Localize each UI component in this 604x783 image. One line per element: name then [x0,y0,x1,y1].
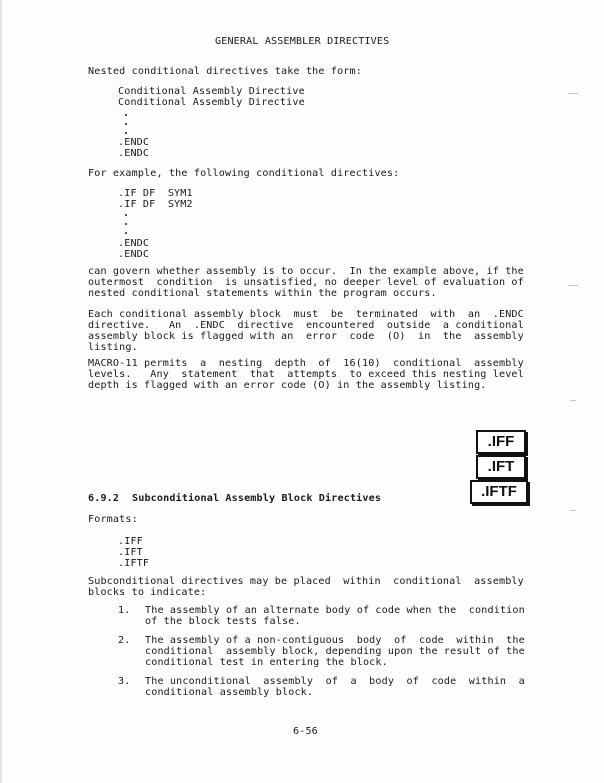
list-number: 3. [118,676,131,687]
iff-margin-tag: .IFF [476,430,526,454]
paragraph-line: levels. Any statement that attempts to exceed this nesting level [88,369,524,380]
paragraph-line: MACRO-11 permits a nesting depth of 16(10) conditional assembly [88,358,524,369]
paragraph-line: outermost condition is unsatisfied, no deeper level of evaluation of [88,277,524,288]
list-number: 2. [118,635,131,646]
example-intro: For example, the following conditional directives: [88,168,400,179]
list-item-line: conditional assembly block, depending upon the result of the [145,646,525,657]
iftf-margin-tag: .IFTF [470,480,528,504]
list-item-line: The assembly of an alternate body of code when the condition [145,605,525,616]
margin-mark [568,93,578,94]
margin-mark [570,510,576,511]
section-title: Subconditional Assembly Block Directives [132,493,382,504]
form-end-line: .ENDC [118,148,150,159]
list-item-line: conditional assembly block. [145,687,314,698]
example-end-line: .ENDC [118,249,150,260]
example-line: .IF DF SYM2 [118,199,193,210]
list-item-line: of the block tests false. [145,616,301,627]
list-item-line: The unconditional assembly of a body of code within a [145,676,525,687]
paragraph-line: nested conditional statements within the program occurs. [88,288,437,299]
ellipsis-dot [125,232,127,234]
paragraph-line: directive. An .ENDC directive encountered outside a conditional [88,320,524,331]
ellipsis-dot [125,114,127,116]
intro-text: Nested conditional directives take the form: [88,66,362,77]
form-line: Conditional Assembly Directive [118,86,305,97]
margin-mark [568,285,578,286]
paragraph-line: depth is flagged with an error code (O) in the assembly listing. [88,380,487,391]
example-line: .IF DF SYM1 [118,188,193,199]
form-line: Conditional Assembly Directive [118,97,305,108]
paragraph-line: Each conditional assembly block must be terminated with an .ENDC [88,309,524,320]
ellipsis-dot [125,132,127,134]
form-end-line: .ENDC [118,137,150,148]
running-header: GENERAL ASSEMBLER DIRECTIVES [215,36,390,47]
formats-label: Formats: [88,514,138,525]
format-line: .IFT [118,547,143,558]
ellipsis-dot [125,214,127,216]
list-item-line: The assembly of a non-contiguous body of code within the [145,635,525,646]
list-item-line: conditional test in entering the block. [145,657,388,668]
ellipsis-dot [125,123,127,125]
scan-edge [0,0,2,783]
paragraph-line: Subconditional directives may be placed within conditional assembly [88,576,524,587]
example-end-line: .ENDC [118,238,150,249]
format-line: .IFTF [118,558,150,569]
page-number: 6-56 [293,726,318,737]
paragraph-line: can govern whether assembly is to occur. In the example above, if the [88,266,524,277]
ellipsis-dot [125,223,127,225]
format-line: .IFF [118,536,143,547]
margin-mark [570,400,576,401]
list-number: 1. [118,605,131,616]
paragraph-line: blocks to indicate: [88,587,207,598]
ift-margin-tag: .IFT [476,455,526,479]
paragraph-line: assembly block is flagged with an error code (O) in the assembly [88,331,524,342]
section-number: 6.9.2 [88,493,120,504]
paragraph-line: listing. [88,342,138,353]
